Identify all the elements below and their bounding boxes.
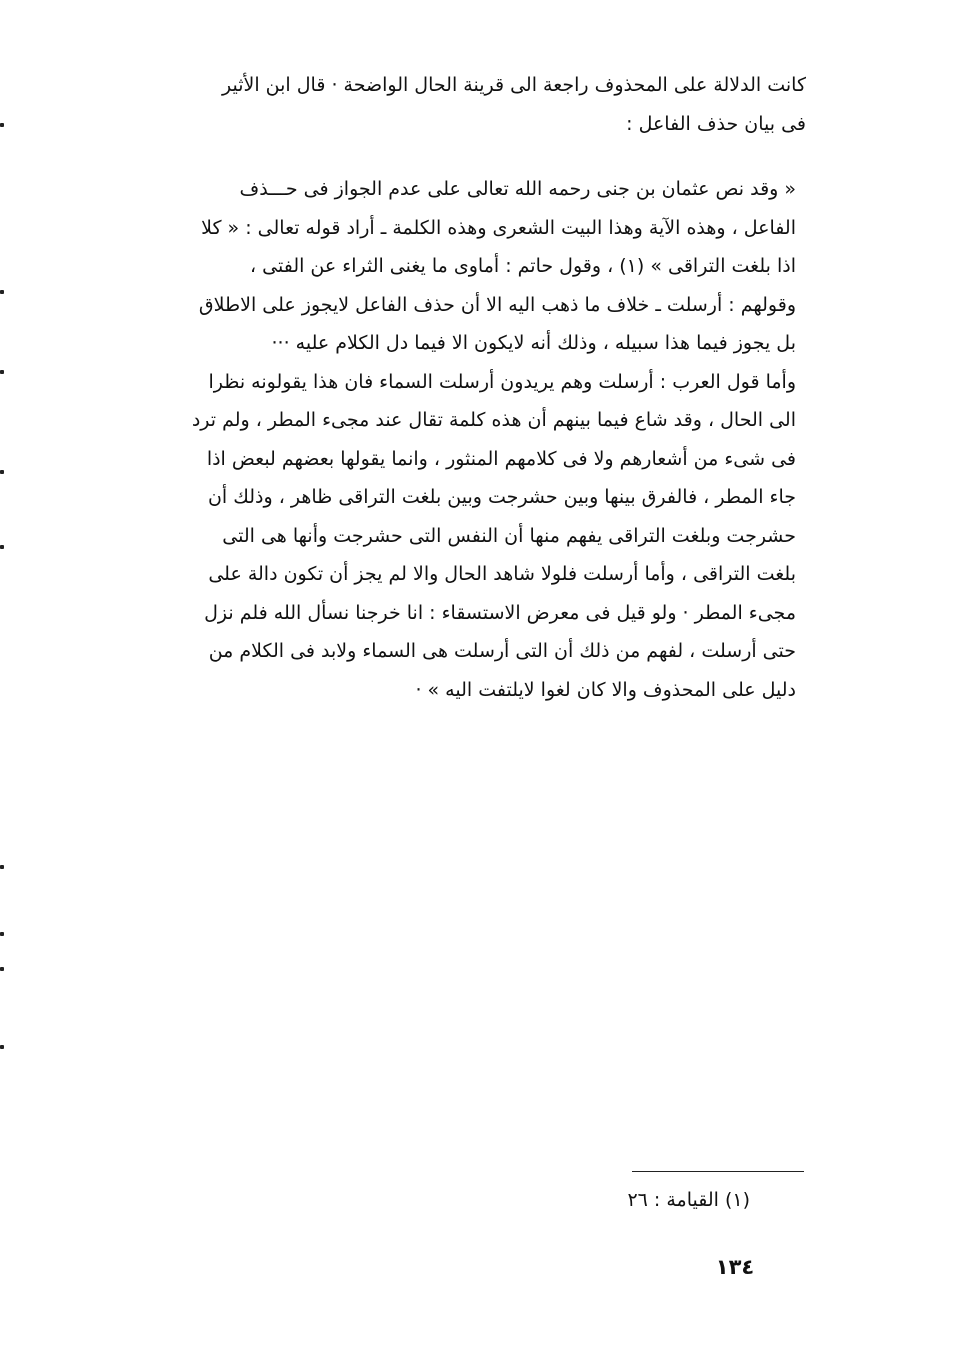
quote-line: دليل على المحذوف والا كان لغوا لايلتفت اليه » ·: [415, 678, 796, 701]
intro-paragraph: [138, 66, 806, 143]
scan-margin-mark: [0, 545, 4, 549]
quote-line: مجىء المطر · ولو قيل فى معرض الاستسقاء : انا خرجنا نسأل الله فلم نزل: [204, 601, 796, 624]
page-number: ١٣٤: [715, 1255, 755, 1279]
scan-margin-mark: [0, 932, 4, 936]
quote-line: « وقد نص عثمان بن جنى رحمه الله تعالى على عدم الجواز فى حـــذف: [239, 178, 796, 200]
scan-margin-mark: [0, 470, 4, 474]
scan-margin-mark: [0, 1045, 4, 1049]
quote-line: فى شىء من أشعارهم ولا فى كلامهم المنثور ، وانما يقولها بعضهم لبعض اذا: [206, 447, 796, 470]
quote-line: الى الحال ، وقد شاع فيما بينهم أن هذه كلمة تقال عند مجىء المطر ، ولم ترد: [191, 409, 796, 431]
scan-margin-mark: [0, 370, 4, 374]
scan-margin-mark: [0, 967, 4, 971]
scan-margin-mark: [0, 865, 4, 869]
quote-line: وقولهم : أرسلت ـ خلاف ما ذهب اليه الا أن حذف الفاعل لايجوز على الاطلاق: [198, 293, 796, 316]
scan-margin-mark: [0, 290, 4, 294]
quote-line: بلغت التراقى ، وأما أرسلت فلولا شاهد الحال والا لم يجز أن تكون دالة على: [208, 563, 796, 585]
footnote: (١) القيامة : ٢٦: [627, 1189, 750, 1211]
footnote-divider: [632, 1171, 804, 1172]
quote-line: اذا بلغت التراقى » (١) ، وقول حاتم : أماوى ما يغنى الثراء عن الفتى ،: [249, 255, 796, 277]
quote-line: بل يجوز فيما هذا سبيله ، وذلك أنه لايكون الا فيما دل الكلام عليه ···: [271, 332, 796, 354]
quote-line: الفاعل ، وهذه الآية وهذا البيت الشعرى وهذه الكلمة ـ أراد قوله تعالى : « كلا: [201, 216, 796, 239]
quote-line: حشرجت وبلغت التراقى يفهم منها أن النفس التى حشرجت وأنها هى التى: [222, 524, 796, 547]
quote-line: وأما قول العرب : أرسلت وهم يريدون أرسلت السماء فان هذا يقولونه نظرا: [208, 370, 796, 393]
quoted-paragraph: [138, 170, 806, 709]
intro-line: فى بيان حذف الفاعل :: [626, 112, 806, 135]
quote-line: حتى أرسلت ، لفهم من ذلك أن التى أرسلت هى السماء ولابد فى الكلام من: [208, 640, 796, 662]
intro-line: كانت الدلالة على المحذوف راجعة الى قرينة الحال الواضحة · قال ابن الأثير: [222, 74, 806, 96]
scan-margin-mark: [0, 123, 4, 127]
quote-line: جاء المطر ، فالفرق بينها وبين حشرجت وبين بلغت التراقى ظاهر ، وذلك أن: [207, 486, 796, 508]
